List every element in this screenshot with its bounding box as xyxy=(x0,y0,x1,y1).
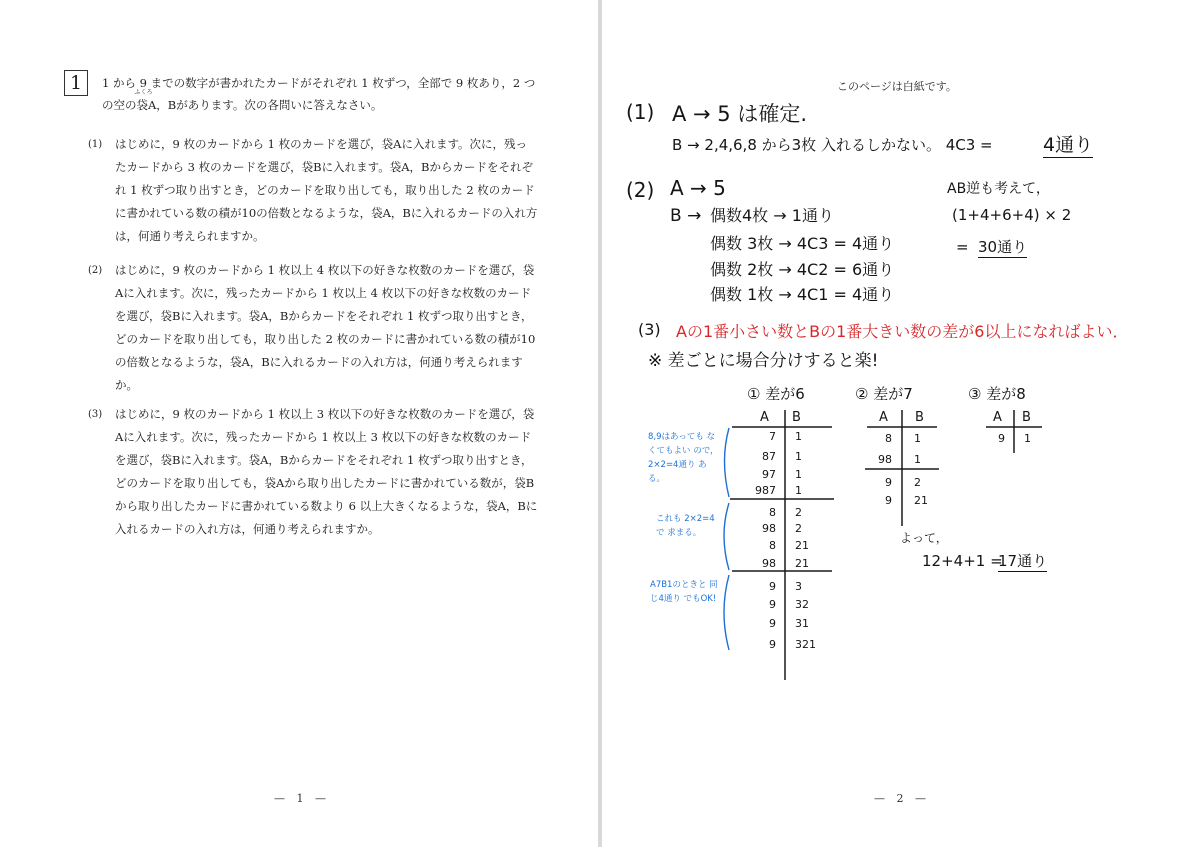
page-number-1: — 1 — xyxy=(274,792,330,805)
table-1-row-8-a: 98 xyxy=(762,557,776,570)
table-1-row-3-a: 97 xyxy=(762,468,776,481)
answer-2-equals: = xyxy=(956,238,969,256)
left-page xyxy=(0,0,598,847)
subquestion-3 xyxy=(88,403,538,541)
table-lines xyxy=(602,0,1200,847)
answer-2-case-2: 偶数 3枚 → 4C3 = 4通り xyxy=(710,234,895,253)
table-1-title: ① 差が6 xyxy=(747,385,805,403)
intro-part-b: 袋 xyxy=(136,98,148,112)
table-1-row-1-b: 1 xyxy=(795,430,802,443)
conclusion-label: よって， xyxy=(900,531,948,545)
answer-1-result: 4通り xyxy=(1043,130,1093,158)
subquestion-2-text: はじめに，9 枚のカードから 1 枚以上 4 枚以下の好きな枚数のカードを選び，袋Aに入れます。次に，残ったカードから 1 枚以上 4 枚以下の好きな枚数のカードを選び，袋Bに入れます。袋A，Bからカードをそれぞれ 1 枚ずつ取り出すとき，どのカードを取り出しても，取り出した 2 枚のカードに書かれている数の積が10の倍数となるような，袋A，Bに入れるカードの入れ方は，何通り考えられますか。 xyxy=(115,263,536,392)
conclusion-calc: 12+4+1 = xyxy=(922,552,1003,570)
subquestion-2 xyxy=(88,259,538,397)
table-1-row-4-a: 987 xyxy=(755,484,776,497)
table-2-row-4-a: 9 xyxy=(885,494,892,507)
table-3-header-b: B xyxy=(1022,410,1031,425)
blue-note-2: これも 2×2=4で 求まる。 xyxy=(656,514,715,538)
table-1-row-6-a: 98 xyxy=(762,522,776,535)
subquestion-2-number: (2) xyxy=(88,265,103,276)
table-2-title: ② 差が7 xyxy=(855,385,913,403)
answer-2-a: A → 5 xyxy=(670,176,726,200)
table-2-row-1-a: 8 xyxy=(885,432,892,445)
table-1-row-12-a: 9 xyxy=(769,638,776,651)
table-1-header-a: A xyxy=(760,410,769,425)
subquestion-1-number: (1) xyxy=(88,139,103,150)
table-2-row-3-a: 9 xyxy=(885,476,892,489)
subquestion-3-number: (3) xyxy=(88,409,103,420)
question-number-box: 1 xyxy=(64,70,88,96)
table-1-row-12-b: 321 xyxy=(795,638,816,651)
table-3-row-1-b: 1 xyxy=(1024,432,1031,445)
conclusion-answer: 17通り xyxy=(998,552,1048,570)
table-1-row-9-b: 3 xyxy=(795,580,802,593)
table-1-row-1-a: 7 xyxy=(769,430,776,443)
table-1-row-5-b: 2 xyxy=(795,506,802,519)
blue-note-1: 8,9はあっても なくてもよい ので， 2×2=4通り ある。 xyxy=(648,432,719,484)
subquestion-3-text: はじめに，9 枚のカードから 1 枚以上 3 枚以下の好きな枚数のカードを選び，袋Aに入れます。次に，残ったカードから 1 枚以上 3 枚以下の好きな枚数のカードを選び，袋Bに入れます。袋A，Bからカードをそれぞれ 1 枚ずつ取り出すとき，どのカードを取り出しても，袋Aから取り出したカードに書かれている数が，袋Bから取り出したカードに書かれている数より 6 以上大きくなるような，袋A，Bに入れるカードの入れ方は，何通り考えられますか。 xyxy=(115,407,538,536)
table-1-row-11-a: 9 xyxy=(769,617,776,630)
subquestion-1-text: はじめに，9 枚のカードから 1 枚のカードを選び，袋Aに入れます。次に，残ったカードから 3 枚のカードを選び，袋Bに入れます。袋A，Bからカードをそれぞれ 1 枚ずつ取り出すとき，どのカードを取り出しても，取り出した 2 枚のカードに書かれている数の積が10の倍数となるような，袋A，Bに入れるカードの入れ方は，何通り考えられますか。 xyxy=(115,137,538,243)
blue-note-3: A7B1のときと 同じ4通り でもOK! xyxy=(650,580,718,604)
table-2-header-b: B xyxy=(915,410,924,425)
table-1-row-3-b: 1 xyxy=(795,468,802,481)
ruby-bag xyxy=(134,89,153,112)
table-1-row-8-b: 21 xyxy=(795,557,809,570)
table-1-header-b: B xyxy=(792,410,801,425)
table-2-row-4-b: 21 xyxy=(914,494,928,507)
answer-1-label: (1) xyxy=(626,100,655,124)
table-1-row-7-b: 21 xyxy=(795,539,809,552)
table-2-header-a: A xyxy=(879,410,888,425)
answer-3-hint: ※ 差ごとに場合分けすると楽! xyxy=(648,351,879,371)
answer-1-line1: A → 5 は確定. xyxy=(672,102,808,126)
table-1-row-10-b: 32 xyxy=(795,598,809,611)
table-2-row-1-b: 1 xyxy=(914,432,921,445)
answer-2-b: B → xyxy=(670,206,702,226)
table-2-row-2-a: 98 xyxy=(878,453,892,466)
table-1-row-2-a: 87 xyxy=(762,450,776,463)
table-1-row-10-a: 9 xyxy=(769,598,776,611)
answer-2-result: 30通り xyxy=(978,238,1028,256)
table-1-row-11-b: 31 xyxy=(795,617,809,630)
page-number-2: — 2 — xyxy=(874,792,930,805)
table-1-row-6-b: 2 xyxy=(795,522,802,535)
answer-3-condition: Aの1番小さい数とBの1番大きい数の差が6以上になればよい． xyxy=(676,322,1129,341)
answer-2-label: (2) xyxy=(626,178,655,202)
table-1-row-7-a: 8 xyxy=(769,539,776,552)
ruby-reading: ふくろ xyxy=(134,89,153,96)
table-1-row-5-a: 8 xyxy=(769,506,776,519)
table-3-title: ③ 差が8 xyxy=(968,385,1026,403)
table-3-header-a: A xyxy=(993,410,1002,425)
answer-2-calc: (1+4+6+4) × 2 xyxy=(952,206,1072,224)
intro-part-a: 1 から 9 までの数字が書かれたカードがそれぞれ 1 枚ずつ，全部で 9 枚あり，2 つの空の xyxy=(102,76,536,112)
answer-2-case-3: 偶数 2枚 → 4C2 = 6通り xyxy=(710,260,895,279)
answer-2-case-1: 偶数4枚 → 1通り xyxy=(710,206,834,225)
table-2-row-3-b: 2 xyxy=(914,476,921,489)
table-1-row-9-a: 9 xyxy=(769,580,776,593)
subquestion-1 xyxy=(88,133,538,248)
blank-page-note: このページは白紙です。 xyxy=(837,80,957,93)
answer-2-case-4: 偶数 1枚 → 4C1 = 4通り xyxy=(710,285,895,304)
intro-part-c: A，Bがあります。次の各問いに答えなさい。 xyxy=(148,98,383,112)
table-2-row-2-b: 1 xyxy=(914,453,921,466)
table-1-row-2-b: 1 xyxy=(795,450,802,463)
question-intro xyxy=(102,72,542,116)
table-3-row-1-a: 9 xyxy=(998,432,1005,445)
table-1-row-4-b: 1 xyxy=(795,484,802,497)
right-page xyxy=(602,0,1200,847)
answer-1-line2: B → 2,4,6,8 から3枚 入れるしかない。 4C3 = xyxy=(672,136,993,154)
answer-3-label: (3) xyxy=(638,320,661,339)
answer-2-note: AB逆も考えて， xyxy=(947,181,1050,197)
